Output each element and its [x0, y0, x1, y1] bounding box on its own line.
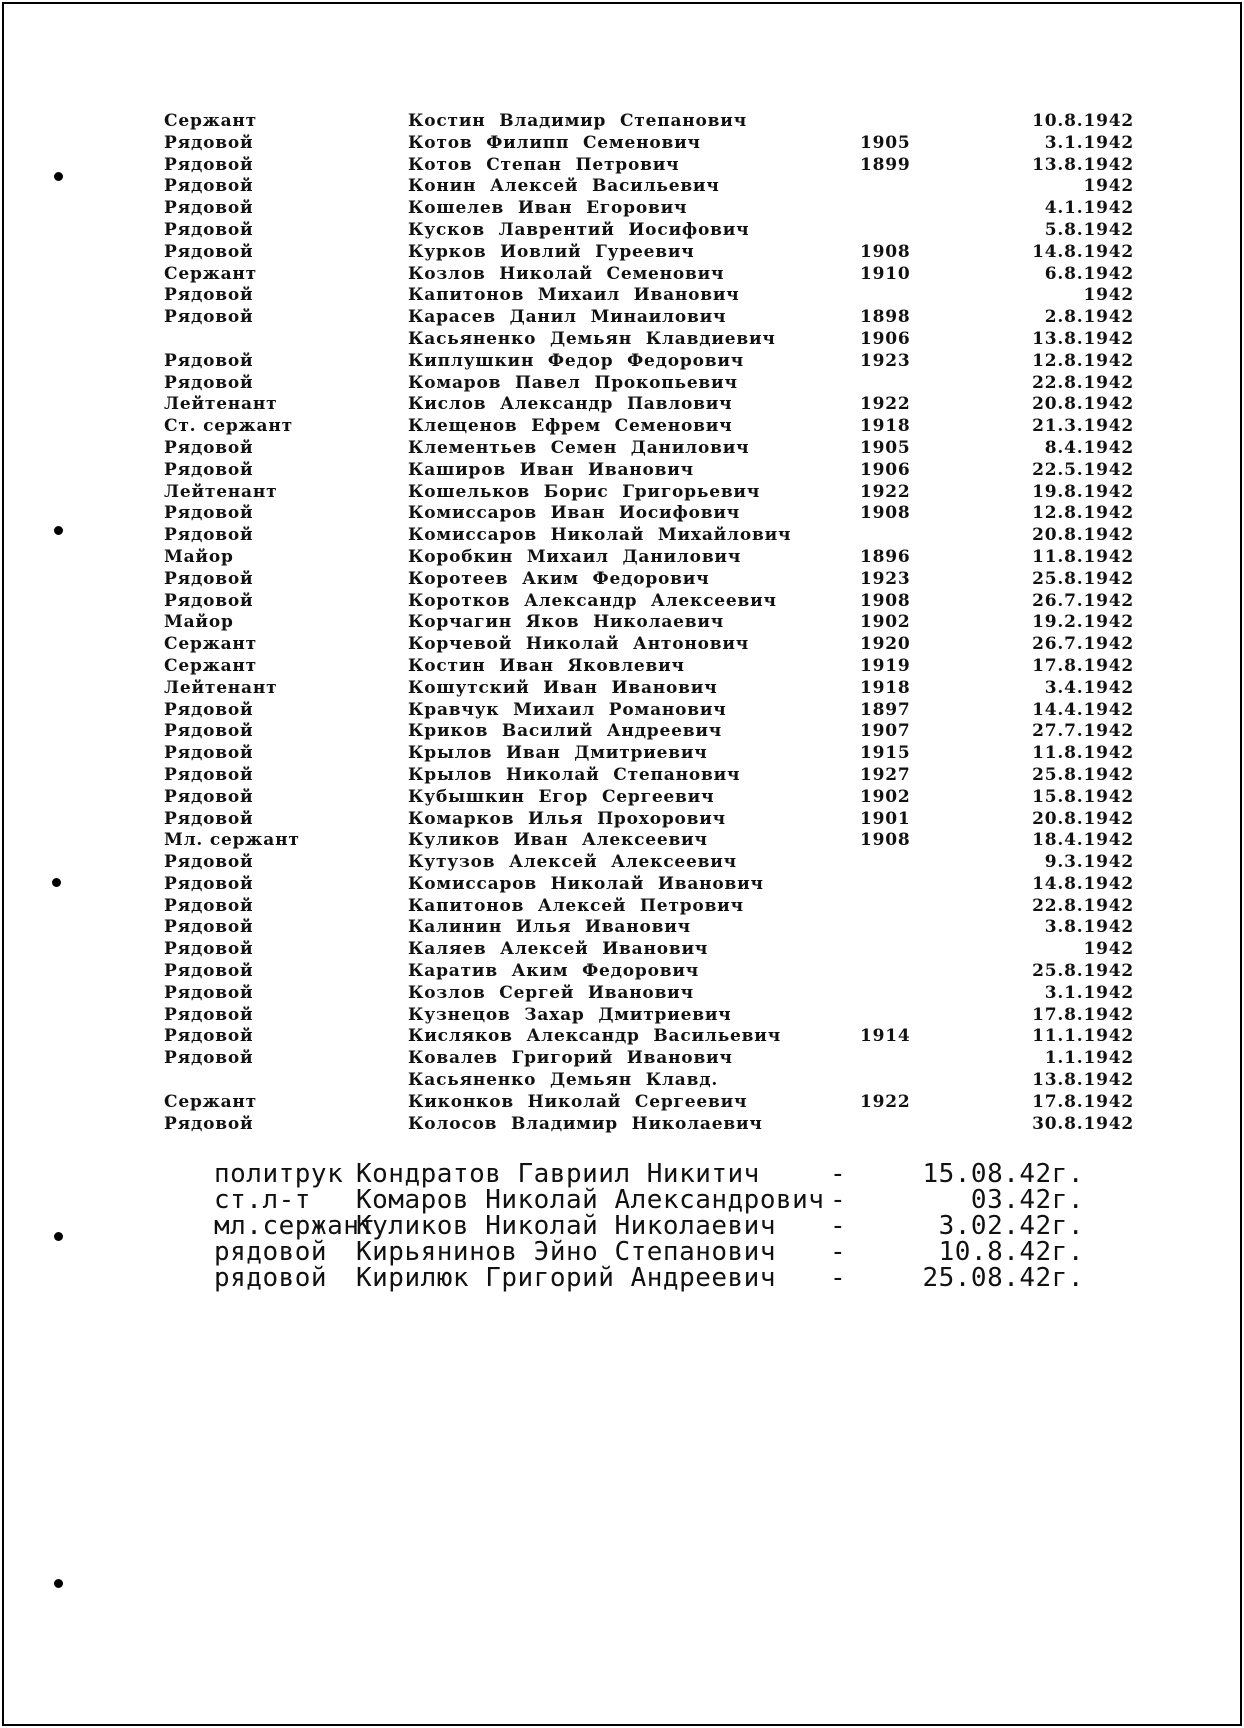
- roster-row: [164, 438, 1134, 460]
- roster-row: [164, 743, 1134, 765]
- roster-name: Комарков Илья Прохорович: [408, 808, 726, 829]
- roster-birth-year: 1922: [860, 394, 911, 415]
- roster-name: Кутузов Алексей Алексеевич: [408, 852, 737, 873]
- document-page: [2, 2, 1242, 1726]
- roster-name: Кисляков Александр Васильевич: [408, 1026, 781, 1047]
- roster-birth-year: 1899: [860, 154, 911, 175]
- roster-rank: Рядовой: [164, 132, 254, 153]
- roster-rank: Рядовой: [164, 350, 254, 371]
- roster-date: 19.8.1942: [1032, 481, 1134, 502]
- roster-date: 9.3.1942: [1044, 852, 1134, 873]
- roster-name: Комиссаров Николай Михайлович: [408, 525, 792, 546]
- roster-row: [164, 525, 1134, 547]
- roster-rank: Рядовой: [164, 1026, 254, 1047]
- roster-date: 13.8.1942: [1032, 154, 1134, 175]
- roster-name: Клементьев Семен Данилович: [408, 437, 750, 458]
- typed-name: Куликов Николай Николаевич: [356, 1211, 776, 1241]
- roster-name: Куликов Иван Алексеевич: [408, 830, 708, 851]
- roster-name: Курков Иовлий Гуреевич: [408, 241, 695, 262]
- roster-rank: Рядовой: [164, 721, 254, 742]
- roster-rank: Сержант: [164, 111, 257, 131]
- roster-name: Кузнецов Захар Дмитриевич: [408, 1004, 732, 1025]
- roster-date: 25.8.1942: [1032, 764, 1134, 785]
- roster-name: Каратив Аким Федорович: [408, 961, 699, 982]
- roster-date: 1942: [1083, 285, 1134, 306]
- roster-row: [164, 503, 1134, 525]
- roster-rank: Рядовой: [164, 590, 254, 611]
- roster-date: 25.8.1942: [1032, 568, 1134, 589]
- roster-birth-year: 1898: [860, 307, 911, 328]
- roster-name: Кошелев Иван Егорович: [408, 198, 688, 219]
- roster-name: Киконков Николай Сергеевич: [408, 1091, 748, 1112]
- typed-row: [214, 1161, 1084, 1187]
- roster-date: 17.8.1942: [1032, 1004, 1134, 1025]
- roster-rank: Лейтенант: [164, 394, 278, 415]
- roster-rank: Рядовой: [164, 437, 254, 458]
- roster-row: [164, 939, 1134, 961]
- roster-name: Капитонов Алексей Петрович: [408, 895, 744, 916]
- roster-date: 20.8.1942: [1032, 525, 1134, 546]
- roster-rank: Рядовой: [164, 852, 254, 873]
- roster-name: Конин Алексей Васильевич: [408, 176, 720, 197]
- roster-birth-year: 1910: [860, 263, 911, 284]
- roster-row: [164, 373, 1134, 395]
- roster-name: Крылов Николай Степанович: [408, 764, 741, 785]
- roster-rank: Рядовой: [164, 764, 254, 785]
- typed-appendix-list: [214, 1161, 1084, 1291]
- roster-date: 3.8.1942: [1044, 917, 1134, 938]
- roster-date: 15.8.1942: [1032, 786, 1134, 807]
- roster-row: [164, 1026, 1134, 1048]
- roster-rank: Рядовой: [164, 1113, 254, 1134]
- roster-birth-year: 1919: [860, 655, 911, 676]
- roster-rank: Сержант: [164, 263, 257, 284]
- roster-name: Козлов Николай Семенович: [408, 263, 725, 284]
- typed-name: Кирилюк Григорий Андреевич: [356, 1263, 776, 1293]
- roster-date: 1.1.1942: [1044, 1048, 1134, 1069]
- roster-name: Карасев Данил Минаилович: [408, 307, 727, 328]
- roster-date: 26.7.1942: [1032, 590, 1134, 611]
- typed-name: Кондратов Гавриил Никитич: [356, 1159, 760, 1189]
- roster-row: [164, 482, 1134, 504]
- typed-row: [214, 1239, 1084, 1265]
- roster-rank: Рядовой: [164, 961, 254, 982]
- roster-row: [164, 787, 1134, 809]
- roster-name: Крылов Иван Дмитриевич: [408, 743, 708, 764]
- roster-date: 11.8.1942: [1032, 743, 1134, 764]
- roster-birth-year: 1927: [860, 764, 911, 785]
- roster-date: 21.3.1942: [1032, 416, 1134, 437]
- roster-birth-year: 1902: [860, 612, 911, 633]
- roster-date: 2.8.1942: [1044, 307, 1134, 328]
- roster-name: Костин Владимир Степанович: [408, 111, 747, 131]
- roster-date: 4.1.1942: [1044, 198, 1134, 219]
- roster-birth-year: 1923: [860, 568, 911, 589]
- roster-name: Корчевой Николай Антонович: [408, 634, 750, 655]
- roster-name: Комаров Павел Прокопьевич: [408, 372, 738, 393]
- roster-date: 30.8.1942: [1032, 1113, 1134, 1134]
- punch-hole-mark: [52, 878, 61, 887]
- roster-name: Киплушкин Федор Федорович: [408, 350, 745, 371]
- roster-date: 27.7.1942: [1032, 721, 1134, 742]
- roster-birth-year: 1907: [860, 721, 911, 742]
- roster-birth-year: 1908: [860, 241, 911, 262]
- roster-row: [164, 983, 1134, 1005]
- roster-date: 20.8.1942: [1032, 394, 1134, 415]
- roster-rank: Рядовой: [164, 743, 254, 764]
- roster-birth-year: 1908: [860, 503, 911, 524]
- roster-name: Коротков Александр Алексеевич: [408, 590, 777, 611]
- roster-date: 18.4.1942: [1032, 830, 1134, 851]
- roster-row: [164, 678, 1134, 700]
- typed-name: Комаров Николай Александрович: [356, 1185, 825, 1215]
- roster-birth-year: 1918: [860, 677, 911, 698]
- typed-rank: политрук: [214, 1159, 344, 1189]
- roster-birth-year: 1905: [860, 437, 911, 458]
- roster-row: [164, 307, 1134, 329]
- roster-name: Калинин Илья Иванович: [408, 917, 691, 938]
- roster-birth-year: 1902: [860, 786, 911, 807]
- typed-dash: -: [830, 1211, 847, 1241]
- typed-row: [214, 1213, 1084, 1239]
- typed-date: 3.02.42г.: [938, 1211, 1084, 1241]
- roster-date: 13.8.1942: [1032, 328, 1134, 349]
- roster-row: [164, 896, 1134, 918]
- roster-name: Кошельков Борис Григорьевич: [408, 481, 761, 502]
- roster-rank: Рядовой: [164, 525, 254, 546]
- roster-name: Корчагин Яков Николаевич: [408, 612, 725, 633]
- roster-row: [164, 765, 1134, 787]
- roster-row: [164, 809, 1134, 831]
- roster-name: Кравчук Михаил Романович: [408, 699, 727, 720]
- roster-rank: Рядовой: [164, 1048, 254, 1069]
- roster-row: [164, 176, 1134, 198]
- roster-rank: Рядовой: [164, 459, 254, 480]
- roster-row: [164, 242, 1134, 264]
- roster-rank: Рядовой: [164, 786, 254, 807]
- roster-date: 3.1.1942: [1044, 982, 1134, 1003]
- roster-rank: Рядовой: [164, 503, 254, 524]
- typed-dash: -: [830, 1263, 847, 1293]
- roster-row: [164, 1070, 1134, 1092]
- roster-name: Капитонов Михаил Иванович: [408, 285, 740, 306]
- roster-row: [164, 220, 1134, 242]
- typed-date: 25.08.42г.: [922, 1263, 1084, 1293]
- roster-row: [164, 198, 1134, 220]
- roster-birth-year: 1914: [860, 1026, 911, 1047]
- roster-name: Котов Степан Петрович: [408, 154, 680, 175]
- roster-row: [164, 591, 1134, 613]
- roster-row: [164, 155, 1134, 177]
- typed-row: [214, 1265, 1084, 1291]
- roster-date: 10.8.1942: [1032, 111, 1134, 131]
- roster-rank: Рядовой: [164, 176, 254, 197]
- roster-name: Каляев Алексей Иванович: [408, 939, 709, 960]
- roster-row: [164, 547, 1134, 569]
- typed-rank: рядовой: [214, 1237, 328, 1267]
- roster-date: 14.4.1942: [1032, 699, 1134, 720]
- roster-rank: Рядовой: [164, 982, 254, 1003]
- roster-rank: Рядовой: [164, 198, 254, 219]
- roster-rank: Рядовой: [164, 808, 254, 829]
- roster-row: [164, 285, 1134, 307]
- typed-date: 10.8.42г.: [938, 1237, 1084, 1267]
- roster-row: [164, 852, 1134, 874]
- roster-row: [164, 569, 1134, 591]
- roster-birth-year: 1908: [860, 590, 911, 611]
- roster-date: 12.8.1942: [1032, 350, 1134, 371]
- typed-dash: -: [830, 1159, 847, 1189]
- roster-rank: Рядовой: [164, 1004, 254, 1025]
- roster-name: Коробкин Михаил Данилович: [408, 546, 742, 567]
- roster-name: Козлов Сергей Иванович: [408, 982, 694, 1003]
- roster-date: 25.8.1942: [1032, 961, 1134, 982]
- roster-rank: Рядовой: [164, 939, 254, 960]
- punch-hole-mark: [54, 172, 63, 181]
- typed-row: [214, 1187, 1084, 1213]
- roster-date: 14.8.1942: [1032, 873, 1134, 894]
- roster-rank: Сержант: [164, 634, 257, 655]
- roster-birth-year: 1901: [860, 808, 911, 829]
- roster-name: Комиссаров Иван Иосифович: [408, 503, 740, 524]
- roster-row: [164, 329, 1134, 351]
- punch-hole-mark: [54, 526, 63, 535]
- roster-row: [164, 1048, 1134, 1070]
- roster-date: 17.8.1942: [1032, 655, 1134, 676]
- roster-date: 8.4.1942: [1044, 437, 1134, 458]
- roster-date: 11.1.1942: [1032, 1026, 1134, 1047]
- roster-date: 3.4.1942: [1044, 677, 1134, 698]
- roster-rank: Рядовой: [164, 699, 254, 720]
- roster-name: Каширов Иван Иванович: [408, 459, 694, 480]
- roster-row: [164, 700, 1134, 722]
- roster-date: 22.5.1942: [1032, 459, 1134, 480]
- roster-birth-year: 1918: [860, 416, 911, 437]
- roster-rank: Рядовой: [164, 895, 254, 916]
- roster-name: Котов Филипп Семенович: [408, 132, 701, 153]
- roster-birth-year: 1906: [860, 459, 911, 480]
- roster-rank: Сержант: [164, 1091, 257, 1112]
- roster-rank: Мл. сержант: [164, 830, 300, 851]
- roster-row: [164, 917, 1134, 939]
- roster-date: 11.8.1942: [1032, 546, 1134, 567]
- roster-date: 14.8.1942: [1032, 241, 1134, 262]
- roster-row: [164, 460, 1134, 482]
- roster-date: 22.8.1942: [1032, 372, 1134, 393]
- roster-name: Кубышкин Егор Сергеевич: [408, 786, 715, 807]
- roster-date: 1942: [1083, 939, 1134, 960]
- roster-rank: Лейтенант: [164, 481, 278, 502]
- roster-row: [164, 111, 1134, 133]
- punch-hole-mark: [54, 1232, 63, 1241]
- roster-date: 12.8.1942: [1032, 503, 1134, 524]
- roster-row: [164, 1092, 1134, 1114]
- roster-birth-year: 1920: [860, 634, 911, 655]
- roster-name: Кислов Александр Павлович: [408, 394, 733, 415]
- roster-date: 13.8.1942: [1032, 1070, 1134, 1091]
- roster-birth-year: 1915: [860, 743, 911, 764]
- roster-birth-year: 1908: [860, 830, 911, 851]
- roster-date: 22.8.1942: [1032, 895, 1134, 916]
- roster-birth-year: 1922: [860, 1091, 911, 1112]
- roster-row: [164, 961, 1134, 983]
- roster-row: [164, 830, 1134, 852]
- roster-rank: Рядовой: [164, 219, 254, 240]
- roster-name: Ковалев Григорий Иванович: [408, 1048, 733, 1069]
- roster-name: Костин Иван Яковлевич: [408, 655, 685, 676]
- roster-row: [164, 1114, 1134, 1136]
- roster-row: [164, 1005, 1134, 1027]
- typed-name: Кирьянинов Эйно Степанович: [356, 1237, 776, 1267]
- roster-name: Клещенов Ефрем Семенович: [408, 416, 733, 437]
- typed-rank: мл.сержант: [214, 1211, 376, 1241]
- roster-row: [164, 416, 1134, 438]
- roster-rank: Рядовой: [164, 154, 254, 175]
- roster-name: Криков Василий Андреевич: [408, 721, 722, 742]
- roster-birth-year: 1905: [860, 132, 911, 153]
- roster-row: [164, 351, 1134, 373]
- roster-rank: Рядовой: [164, 307, 254, 328]
- typed-dash: -: [830, 1185, 847, 1215]
- roster-row: [164, 656, 1134, 678]
- roster-birth-year: 1906: [860, 328, 911, 349]
- roster-birth-year: 1923: [860, 350, 911, 371]
- roster-date: 20.8.1942: [1032, 808, 1134, 829]
- roster-rank: Рядовой: [164, 873, 254, 894]
- roster-row: [164, 634, 1134, 656]
- roster-date: 26.7.1942: [1032, 634, 1134, 655]
- roster-date: 3.1.1942: [1044, 132, 1134, 153]
- roster-rank: Сержант: [164, 655, 257, 676]
- roster-birth-year: 1896: [860, 546, 911, 567]
- roster-rank: Ст. сержант: [164, 416, 293, 437]
- roster-date: 6.8.1942: [1044, 263, 1134, 284]
- roster-date: 1942: [1083, 176, 1134, 197]
- roster-list: [164, 111, 1134, 1135]
- typed-date: 03.42г.: [970, 1185, 1084, 1215]
- typed-dash: -: [830, 1237, 847, 1267]
- roster-rank: Майор: [164, 546, 234, 567]
- roster-birth-year: 1922: [860, 481, 911, 502]
- typed-date: 15.08.42г.: [922, 1159, 1084, 1189]
- roster-name: Касьяненко Демьян Клавд.: [408, 1070, 719, 1091]
- roster-name: Коротеев Аким Федорович: [408, 568, 710, 589]
- roster-row: [164, 264, 1134, 286]
- roster-rank: Рядовой: [164, 241, 254, 262]
- roster-rank: Рядовой: [164, 372, 254, 393]
- typed-rank: ст.л-т: [214, 1185, 311, 1215]
- roster-name: Колосов Владимир Николаевич: [408, 1113, 763, 1134]
- roster-date: 19.2.1942: [1032, 612, 1134, 633]
- roster-date: 17.8.1942: [1032, 1091, 1134, 1112]
- punch-hole-mark: [54, 1579, 63, 1588]
- roster-date: 5.8.1942: [1044, 219, 1134, 240]
- roster-rank: Рядовой: [164, 917, 254, 938]
- roster-name: Касьяненко Демьян Клавдиевич: [408, 328, 776, 349]
- roster-row: [164, 133, 1134, 155]
- roster-name: Комиссаров Николай Иванович: [408, 873, 764, 894]
- roster-rank: Рядовой: [164, 568, 254, 589]
- roster-rank: Рядовой: [164, 285, 254, 306]
- roster-row: [164, 721, 1134, 743]
- roster-name: Кусков Лаврентий Иосифович: [408, 219, 750, 240]
- typed-rank: рядовой: [214, 1263, 328, 1293]
- roster-row: [164, 612, 1134, 634]
- roster-row: [164, 874, 1134, 896]
- roster-row: [164, 394, 1134, 416]
- roster-name: Кошутский Иван Иванович: [408, 677, 718, 698]
- roster-birth-year: 1897: [860, 699, 911, 720]
- roster-rank: Майор: [164, 612, 234, 633]
- roster-rank: Лейтенант: [164, 677, 278, 698]
